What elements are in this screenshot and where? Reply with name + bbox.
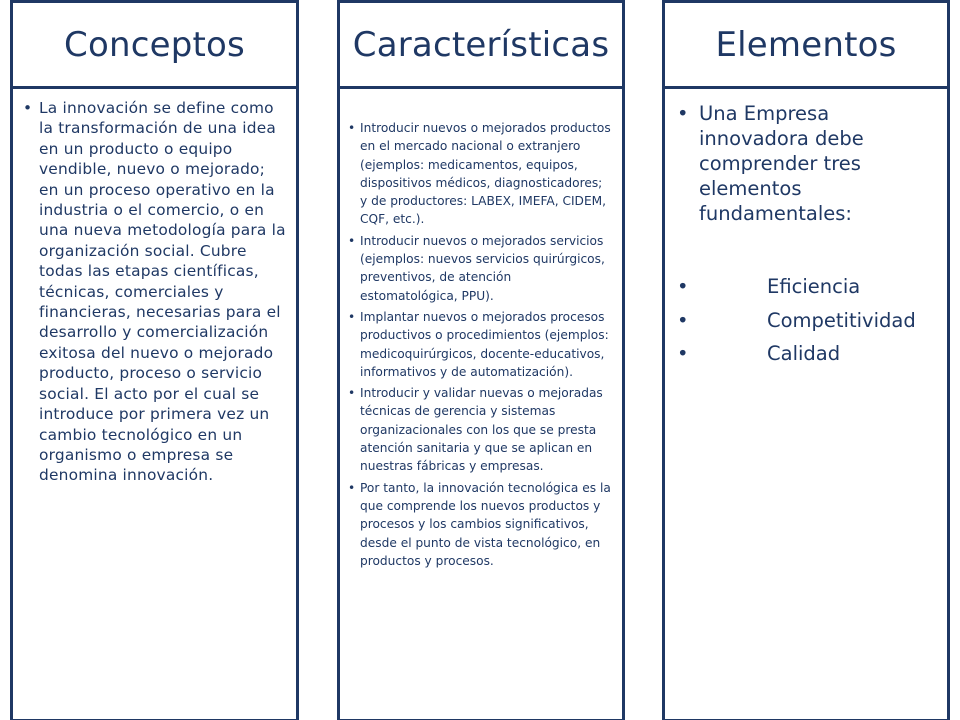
elementos-body: [665, 89, 947, 366]
conceptos-column: [10, 0, 299, 720]
caracteristicas-bullet-procesos: • Implantar nuevos o mejorados procesos productivos o procedimientos (ejemplos: medicoquirúrgicos, docente-educativos, informativos y de automatización).: [360, 308, 612, 381]
conceptos-bullet-list: [39, 98, 286, 486]
conceptos-heading: Conceptos: [13, 3, 296, 89]
elemento-calidad: [699, 341, 937, 366]
elementos-bullet-list: [699, 101, 937, 366]
caracteristicas-bullet-servicios: • Introducir nuevos o mejorados servicios (ejemplos: nuevos servicios quirúrgicos, preventivos, de atención estomatológica, PPU).: [360, 232, 612, 305]
conceptos-body: [13, 89, 296, 486]
elemento-eficiencia: [699, 274, 937, 299]
elementos-heading: Elementos: [665, 3, 947, 89]
conceptos-bullet: • La innovación se define como la transformación de una idea en un producto o equipo vendible, nuevo o mejorado; en un proceso operativo en la industria o el comercio, o en una nueva metodología para la organización social. Cubre todas las etapas científicas, técnicas, comerciales y financieras, necesarias para el desarrollo y comercialización exitosa del nuevo o mejorado producto, proceso o servicio social. El acto por el cual se introduce por primera vez un cambio tecnológico en un organismo o empresa se denomina innovación.: [39, 98, 286, 486]
elemento-competitividad: [699, 308, 937, 333]
elemento-label: Calidad: [767, 342, 841, 366]
elemento-label: Competitividad: [767, 308, 916, 332]
caracteristicas-bullet-list: [360, 119, 612, 570]
caracteristicas-bullet-productos: • Introducir nuevos o mejorados productos en el mercado nacional o extranjero (ejemplos: medicamentos, equipos, dispositivos médicos, diagnosticadores; y de productores: LABEX, IMEFA, CIDEM, CQF, etc.).: [360, 119, 612, 229]
elementos-column: [662, 0, 950, 720]
caracteristicas-bullet-gerencia: • Introducir y validar nuevas o mejoradas técnicas de gerencia y sistemas organizacionales con los que se presta atención sanitaria y que se aplican en nuestras fábricas y empresas.: [360, 384, 612, 475]
caracteristicas-bullet-conclusion: • Por tanto, la innovación tecnológica es la que comprende los nuevos productos y procesos y los cambios significativos, desde el punto de vista tecnológico, en productos y procesos.: [360, 479, 612, 570]
elementos-intro: • Una Empresa innovadora debe comprender tres elementos fundamentales:: [699, 101, 937, 226]
caracteristicas-body: [340, 89, 622, 570]
elemento-label: Eficiencia: [767, 275, 861, 298]
caracteristicas-heading: Características: [340, 3, 622, 89]
caracteristicas-column: [337, 0, 625, 720]
